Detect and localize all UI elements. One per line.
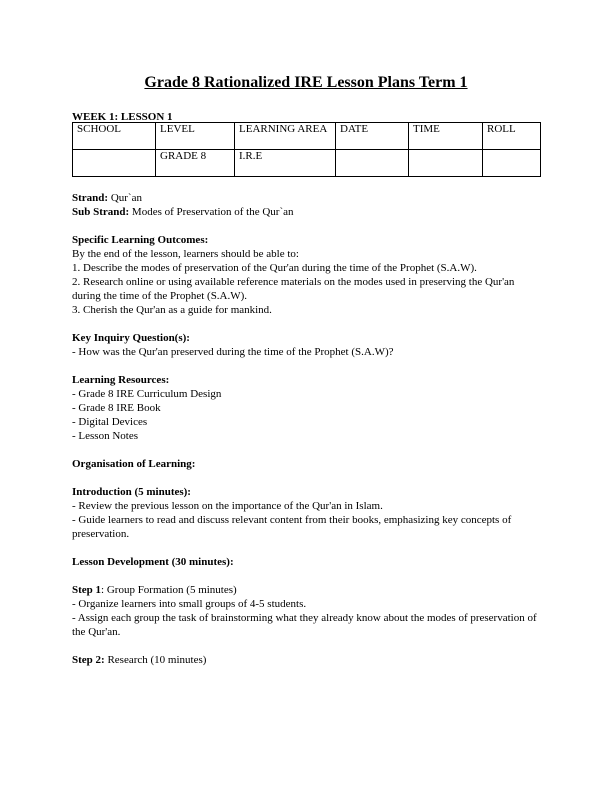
sub-strand-value: Modes of Preservation of the Qur`an xyxy=(129,206,294,218)
outcome-item: 3. Cherish the Qur'an as a guide for mankind. xyxy=(72,304,272,316)
step2-line xyxy=(72,653,542,667)
resources-heading: Learning Resources: xyxy=(72,374,170,386)
table-value-row xyxy=(73,150,541,177)
table-header-row xyxy=(73,123,541,150)
step2-value: Research (10 minutes) xyxy=(104,654,207,666)
introduction-item: - Review the previous lesson on the importance of the Qur'an in Islam. xyxy=(72,500,383,512)
sub-strand-label: Sub Strand: xyxy=(72,206,130,218)
step2-label: Step 2: xyxy=(72,654,105,666)
introduction-heading: Introduction (5 minutes): xyxy=(72,486,191,498)
header-level: LEVEL xyxy=(156,123,235,150)
inquiry-heading: Key Inquiry Question(s): xyxy=(72,332,190,344)
step1-line xyxy=(72,583,542,597)
cell-level: GRADE 8 xyxy=(156,150,235,177)
introduction-item: - Guide learners to read and discuss relevant content from their books, emphasizing key concepts of preservation. xyxy=(72,514,512,540)
header-learning-area: LEARNING AREA xyxy=(235,123,336,150)
cell-school xyxy=(73,150,156,177)
header-time: TIME xyxy=(409,123,483,150)
resource-item: - Lesson Notes xyxy=(72,430,138,442)
step1-item: - Assign each group the task of brainstorming what they already know about the modes of preservation of the Qur'an. xyxy=(72,612,537,638)
page-title: Grade 8 Rationalized IRE Lesson Plans Term 1 xyxy=(144,74,468,91)
step1-label: Step 1 xyxy=(72,584,102,596)
cell-time xyxy=(409,150,483,177)
inquiry-item: - How was the Qur'an preserved during the time of the Prophet (S.A.W)? xyxy=(72,346,394,358)
step1-value: : Group Formation (5 minutes) xyxy=(101,584,237,596)
outcomes-heading: Specific Learning Outcomes: xyxy=(72,234,209,246)
outcomes-intro: By the end of the lesson, learners should be able to: xyxy=(72,248,299,260)
strand-line xyxy=(72,191,542,205)
resource-item: - Grade 8 IRE Curriculum Design xyxy=(72,388,222,400)
step1-item: - Organize learners into small groups of 4-5 students. xyxy=(72,598,307,610)
lesson-content xyxy=(72,191,542,667)
strand-label: Strand: xyxy=(72,192,109,204)
outcome-item: 2. Research online or using available reference materials on the modes used in preserving the Qur'an during the time of the Prophet (S.A.W). xyxy=(72,276,515,302)
header-date: DATE xyxy=(336,123,409,150)
outcome-item: 1. Describe the modes of preservation of the Qur'an during the time of the Prophet (S.A.W). xyxy=(72,262,477,274)
sub-strand-line xyxy=(72,205,542,219)
cell-roll xyxy=(483,150,541,177)
development-heading: Lesson Development (30 minutes): xyxy=(72,556,234,568)
cell-date xyxy=(336,150,409,177)
header-roll: ROLL xyxy=(483,123,541,150)
organisation-heading: Organisation of Learning: xyxy=(72,458,196,470)
lesson-info-table xyxy=(72,122,541,177)
cell-learning-area: I.R.E xyxy=(235,150,336,177)
resource-item: - Grade 8 IRE Book xyxy=(72,402,161,414)
week-lesson-label: WEEK 1: LESSON 1 xyxy=(72,111,173,123)
resource-item: - Digital Devices xyxy=(72,416,148,428)
strand-value: Qur`an xyxy=(108,192,142,204)
header-school: SCHOOL xyxy=(73,123,156,150)
